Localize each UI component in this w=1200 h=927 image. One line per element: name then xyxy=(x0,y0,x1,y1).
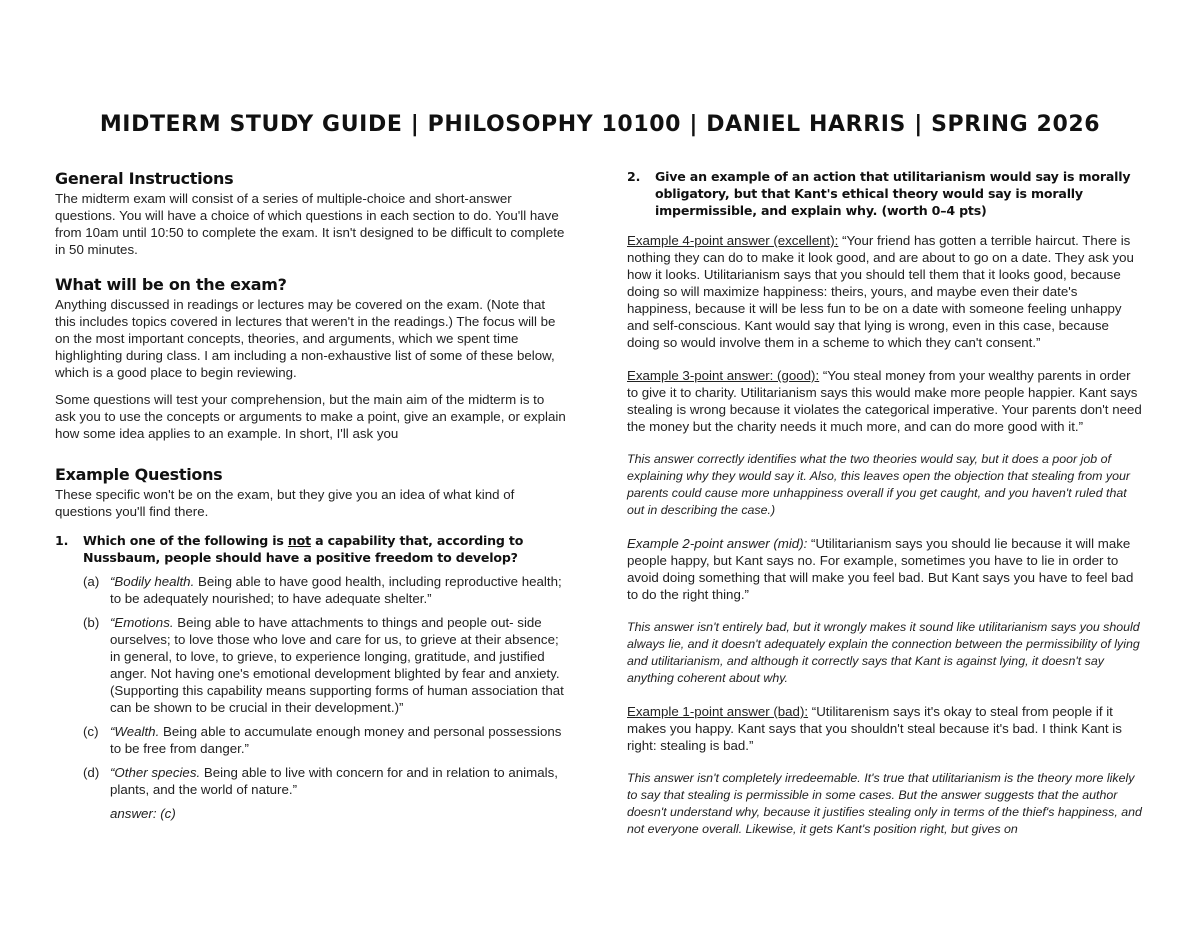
example-2-point-comment: This answer isn't entirely bad, but it wrongly makes it sound like utilitarianism says you should always lie, and it doesn't adequately explain the connection between the permissibility of lying and utilitarianism, and although it correctly says that Kant is against lying, it doesn't say anything coherent about why. xyxy=(627,620,1140,685)
option-c: (c) “Wealth. Being able to accumulate enough money and personal possessions to be free from danger.” xyxy=(83,724,562,756)
example-1-point-answer: Example 1-point answer (bad): “Utilitarenism says it's okay to steal from people if it makes you happy. Kant says that you shouldn't steal because it's bad. I think Kant is right: stealing is bad.” xyxy=(627,704,1122,753)
question-2-number: 2. xyxy=(627,169,641,184)
what-on-exam-heading: What will be on the exam? xyxy=(55,275,287,294)
example-4-point-answer: Example 4-point answer (excellent): “Your friend has gotten a terrible haircut. There is nothing they can do to make it look good, and are about to go on a date. They ask you how it looks. Utilitarianism says that you should tell them that it looks good, because doing so will maximize happiness: theirs, yours, and maybe even their date's happiness, because it will be less fun to be on a date with someone feeling unhappy and self-conscious. Kant would say that lying is wrong, even in this case, because doing so would involve them in a scheme to which they can't consent.” xyxy=(627,233,1134,350)
example-3-point-comment: This answer correctly identifies what the two theories would say, but it does a poor job of explaining why they would say it. Also, this leaves open the objection that stealing from your parents could cause more unhappiness overall if you get caught, and you haven't ruled that out in describing the case.) xyxy=(627,452,1131,517)
example-questions-heading: Example Questions xyxy=(55,465,223,484)
question-2-text: Give an example of an action that utilitarianism would say is morally obligatory, but that Kant's ethical theory would say is morally impermissible, and explain why. (worth 0–4 pts) xyxy=(655,169,1131,218)
question-1-number: 1. xyxy=(55,533,69,548)
option-b: (b) “Emotions. Being able to have attachments to things and people out- side ourselves; to love those who love and care for us, to grieve at their absence; in general, to love, to grieve, to experience longing, gratitude, and justified anger. Not having one's emotional development blighted by fear and anxiety. (Supporting this capability means supporting forms of human association that can be shown to be crucial in their development.)” xyxy=(83,615,564,715)
general-instructions-body: The midterm exam will consist of a series of multiple-choice and short-answer questions. You will have a choice of which questions in each section to do. You'll have from 10am until 10:50 to complete the exam. It isn't designed to be difficult to complete in 50 minutes. xyxy=(55,191,565,257)
page-title: MIDTERM STUDY GUIDE | PHILOSOPHY 10100 | DANIEL HARRIS | SPRING 2026 xyxy=(99,112,1101,137)
question-1-text: Which one of the following is not a capability that, according to Nussbaum, people should have a positive freedom to develop? xyxy=(83,533,524,565)
general-instructions-heading: General Instructions xyxy=(55,169,234,188)
right-column xyxy=(627,168,1143,838)
left-column xyxy=(55,168,567,822)
example-1-point-comment: This answer isn't completely irredeemable. It's true that utilitarianism is the theory more likely to say that stealing is permissible in some cases. But the answer suggests that the author doesn't understand why, because it justifies stealing only in terms of the thief's happiness, and not everyone overall. Likewise, it gets Kant's position right, but gives on xyxy=(627,771,1142,836)
question-1-answer: answer: (c) xyxy=(110,806,176,821)
example-questions-intro: These specific won't be on the exam, but they give you an idea of what kind of questions you'll find there. xyxy=(55,487,515,519)
option-a: (a) “Bodily health. Being able to have good health, including reproductive health; to be adequately nourished; to have adequate shelter.” xyxy=(83,574,562,606)
question-2 xyxy=(627,168,1143,219)
example-3-point-answer: Example 3-point answer: (good): “You steal money from your wealthy parents in order to give it to charity. Utilitarianism says this would make more people happier. Kant says stealing is wrong because it violates the categorical imperative. Your parents don't need the money but the charity needs it much more, and can do more good with it.” xyxy=(627,368,1142,434)
option-d: (d) “Other species. Being able to live with concern for and in relation to animals, plants, and the world of nature.” xyxy=(83,765,558,797)
what-on-exam-paragraph-2: Some questions will test your comprehension, but the main aim of the midterm is to ask you to use the concepts or arguments to make a point, give an example, or explain how some idea applies to an example. In short, I'll ask you xyxy=(55,392,566,441)
what-on-exam-paragraph-1: Anything discussed in readings or lectures may be covered on the exam. (Note that this includes topics covered in lectures that weren't in the readings.) The focus will be on the most important concepts, theories, and arguments, which we spent time highlighting during class. I am including a non-exhaustive list of some of these below, which is a good place to begin reviewing. xyxy=(55,297,556,380)
example-2-point-answer: Example 2-point answer (mid): “Utilitarianism says you should lie because it will make people happy, but Kant says no. For example, sometimes you have to lie in order to avoid doing something that will make you feel bad. But Kant says you have to feel bad to do the right thing.” xyxy=(627,536,1134,602)
question-1 xyxy=(55,532,567,566)
